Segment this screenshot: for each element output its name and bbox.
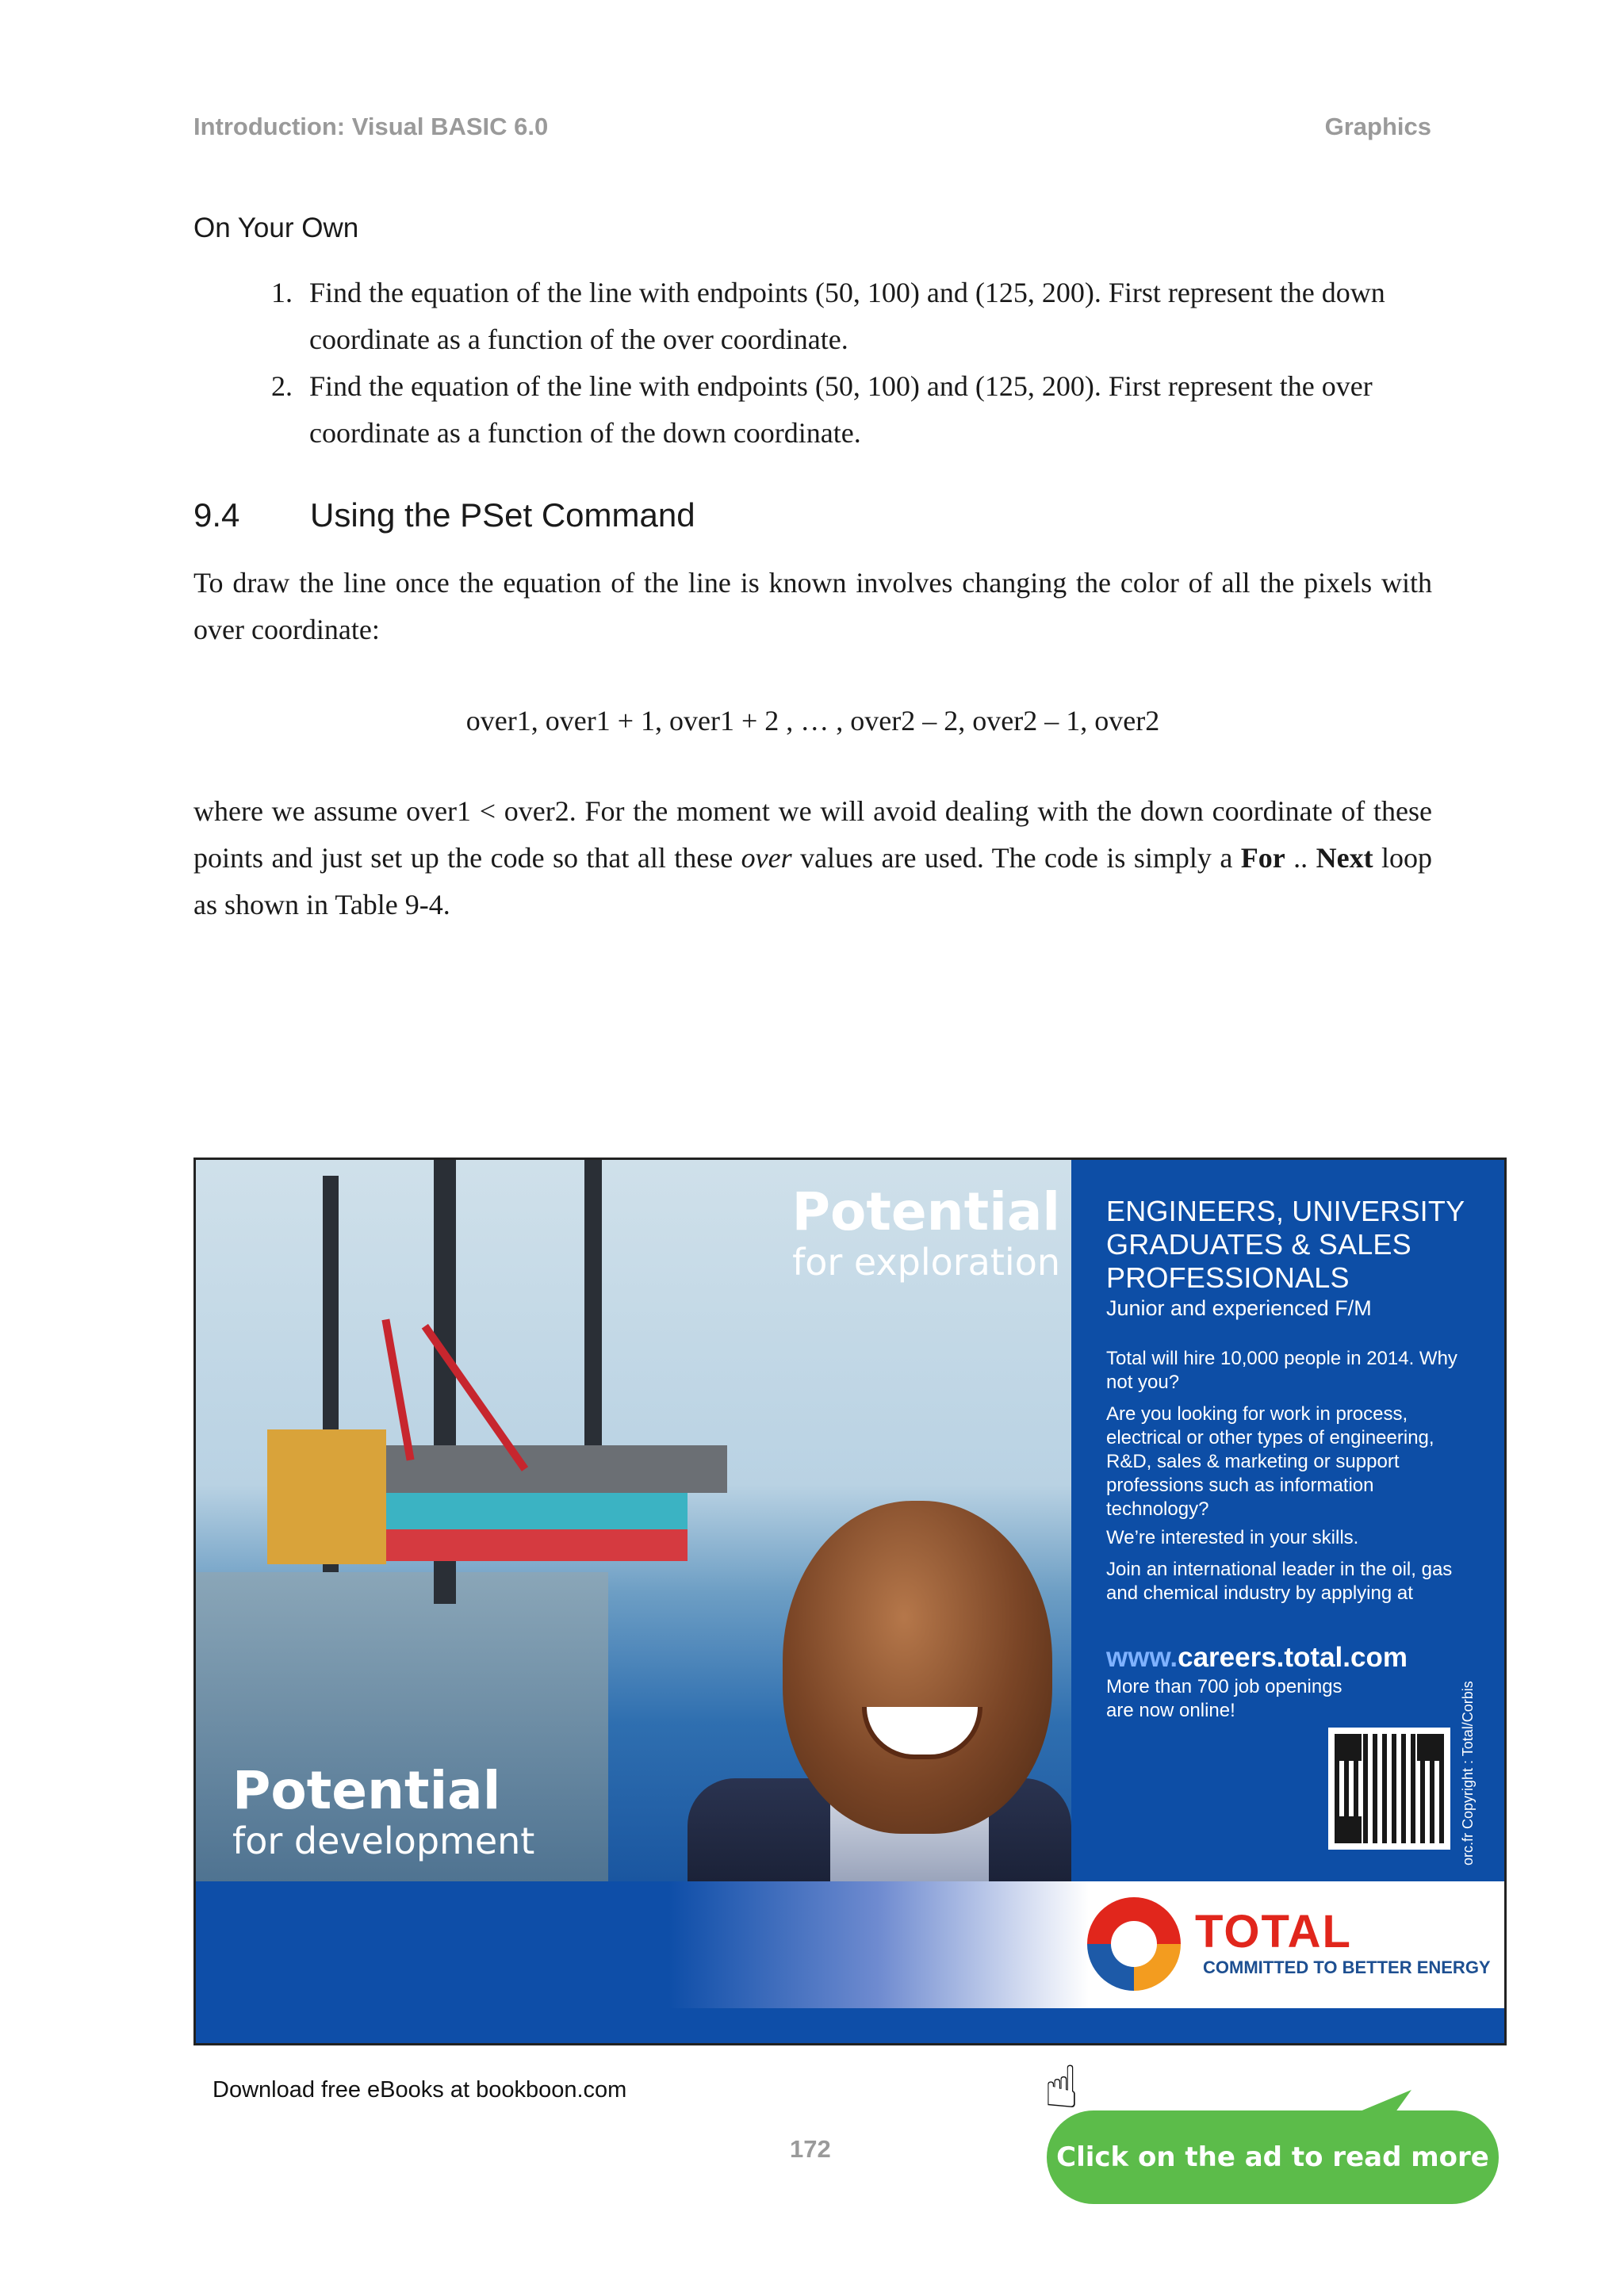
running-header [193, 113, 1431, 144]
header-chapter-title: Graphics [1324, 113, 1431, 140]
para-text: .. [1285, 842, 1316, 874]
pointing-hand-icon: ☝ [1044, 2053, 1080, 2122]
para-text: values are used. The code is simply a [791, 842, 1241, 874]
link-prefix: www. [1106, 1642, 1178, 1673]
potential-heading: Potential [232, 1760, 501, 1821]
ad-subheadline: Junior and experienced F/M [1106, 1296, 1372, 1320]
para-text: where we assume over1 < over2. For the moment we will avoid dealing with the down coordinate of these points and just set up the code so that all these [193, 795, 1432, 874]
job-openings-note: More than 700 job openings are now online! [1106, 1676, 1342, 1721]
list-item [193, 270, 1432, 363]
ad-paragraph: Total will hire 10,000 people in 2014. Why not you? [1106, 1348, 1457, 1393]
list-item [193, 363, 1432, 457]
qr-code[interactable] [1328, 1728, 1450, 1850]
ad-copyright: orc.fr Copyright : Total/Corbis [1460, 1681, 1476, 1866]
keyword-next: Next [1316, 842, 1373, 874]
list-item-number: 1. [271, 277, 293, 308]
ad-paragraph: We’re interested in your skills. [1106, 1527, 1359, 1548]
ad-paragraph: Are you looking for work in process, electrical or other types of engineering, R&D, sales & marketing or support professions such as information technology? [1106, 1403, 1434, 1520]
paragraph-body [193, 788, 1432, 928]
ad-bottom-strip [196, 2008, 1507, 2045]
potential-heading: Potential [791, 1181, 1060, 1242]
development-subheading: for development [232, 1820, 535, 1862]
header-book-title: Introduction: Visual BASIC 6.0 [193, 113, 549, 140]
careers-link[interactable] [1106, 1642, 1408, 1674]
list-item-text: Find the equation of the line with endpoints (50, 100) and (125, 200). First represent the down coordinate as a function of the over coordinate. [309, 277, 1385, 355]
section-number: 9.4 [193, 496, 240, 534]
page-number: 172 [790, 2135, 831, 2163]
equation-line: over1, over1 + 1, over1 + 2 , … , over2 – 2, over2 – 1, over2 [465, 705, 1160, 737]
list-item-number: 2. [271, 370, 293, 402]
exercise-list [193, 270, 1432, 457]
ad-paragraph: Join an international leader in the oil, gas and chemical industry by applying at [1106, 1559, 1453, 1604]
paragraph-intro: To draw the line once the equation of the line is known involves changing the color of all the pixels with over coordinate: [193, 567, 1432, 645]
exploration-subheading: for exploration [792, 1241, 1060, 1284]
para-emphasis: over [741, 842, 792, 874]
section-title: Using the PSet Command [310, 496, 695, 534]
qr-pattern [1335, 1734, 1444, 1843]
tagline-exploration [792, 1182, 1060, 1282]
para-text: loop as shown in Table 9-4. [193, 842, 1432, 920]
download-footer-link[interactable]: Download free eBooks at bookboon.com [213, 2077, 627, 2103]
total-logo-icon [1087, 1897, 1181, 1991]
subheading: On Your Own [193, 212, 359, 243]
link-domain: careers.total.com [1178, 1642, 1408, 1673]
tagline-development [232, 1761, 534, 1861]
ad-headline: ENGINEERS, UNIVERSITY GRADUATES & SALES PROFESSIONALS [1106, 1195, 1465, 1294]
list-item-text: Find the equation of the line with endpoints (50, 100) and (125, 200). First represent the over coordinate as a function of the down coordinate. [309, 370, 1373, 449]
read-more-button[interactable]: Click on the ad to read more [1047, 2110, 1499, 2204]
total-advertisement[interactable] [193, 1158, 1507, 2045]
total-brand-name: TOTAL [1195, 1906, 1352, 1957]
keyword-for: For [1240, 842, 1285, 874]
total-tagline: COMMITTED TO BETTER ENERGY [1203, 1957, 1491, 1977]
